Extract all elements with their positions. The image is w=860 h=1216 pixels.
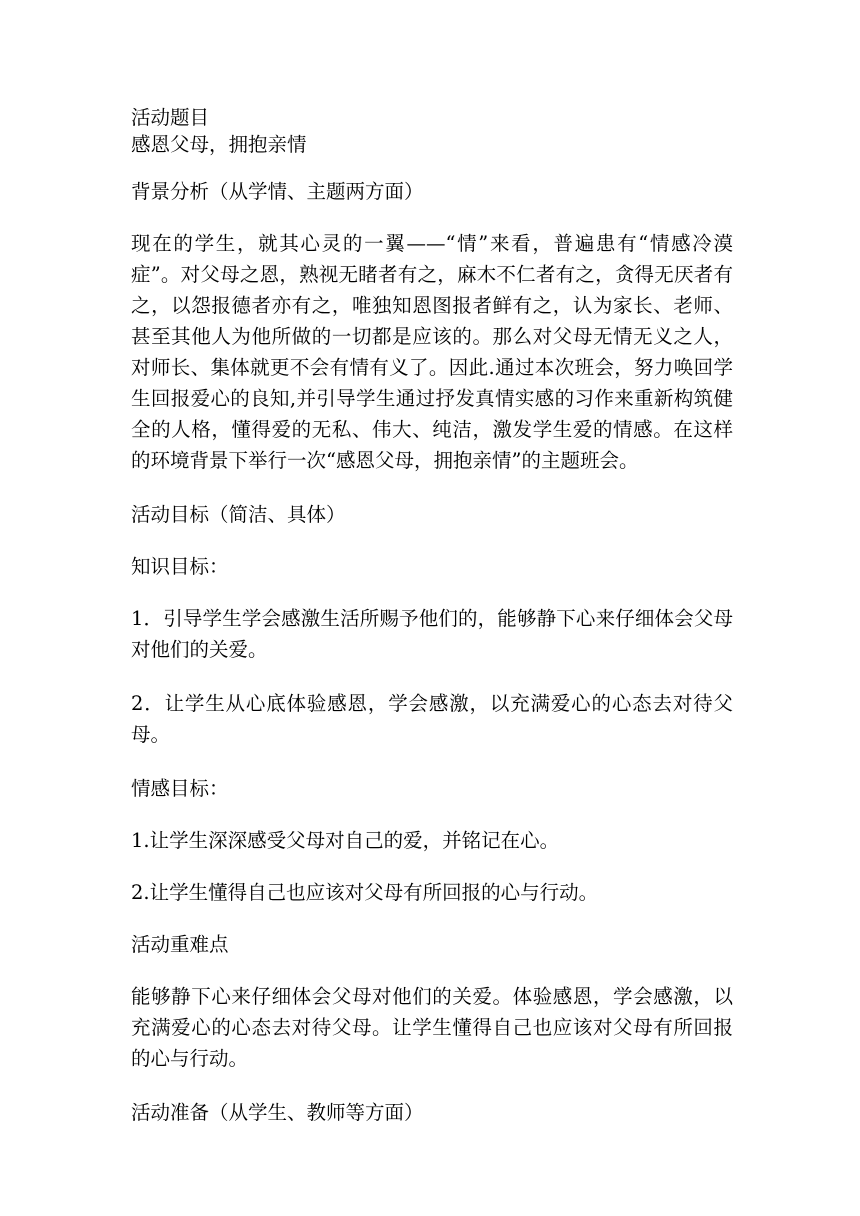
knowledge-item-1: 1．引导学生学会感激生活所赐予他们的，能够静下心来仔细体会父母对他们的关爱。 <box>131 607 733 661</box>
background-heading: 背景分析（从学情、主题两方面） <box>131 180 424 203</box>
document-page <box>131 104 733 1126</box>
key-points-text: 能够静下心来仔细体会父母对他们的关爱。体验感恩，学会感激，以充满爱心的心态去对待父母。让学生懂得自己也应该对父母有所回报的心与行动。 <box>131 985 733 1070</box>
knowledge-item-2: 2．让学生从心底体验感恩，学会感激，以充满爱心的心态去对待父母。 <box>131 692 733 746</box>
emotion-item-1: 1.让学生深深感受父母对自己的爱，并铭记在心。 <box>131 829 560 852</box>
emotion-heading: 情感目标： <box>131 777 229 800</box>
activity-title-heading: 活动题目 <box>131 106 210 129</box>
activity-title: 感恩父母，拥抱亲情 <box>131 133 307 156</box>
background-text: 现在的学生，就其心灵的一翼——“情”来看，普遍患有“情感冷漠症”。对父母之恩，熟视无睹者有之，麻木不仁者有之，贪得无厌者有之，以怨报德者亦有之，唯独知恩图报者鲜有之，认为家长、老师、甚至其他人为他所做的一切都是应该的。那么对父母无情无义之人，对师长、集体就更不会有情有义了。因此.通过本次班会，努力唤回学生回报爱心的良知,并引导学生通过抒发真情实感的习作来重新构筑健全的人格，懂得爱的无私、伟大、纯洁，激发学生爱的情感。在这样的环境背景下举行一次“感恩父母，拥抱亲情”的主题班会。 <box>131 232 733 472</box>
key-points-heading: 活动重难点 <box>131 933 229 956</box>
emotion-item-2: 2.让学生懂得自己也应该对父母有所回报的心与行动。 <box>131 881 599 904</box>
knowledge-heading: 知识目标： <box>131 555 229 578</box>
goals-heading: 活动目标（简洁、具体） <box>131 503 346 526</box>
preparation-heading: 活动准备（从学生、教师等方面） <box>131 1101 424 1124</box>
